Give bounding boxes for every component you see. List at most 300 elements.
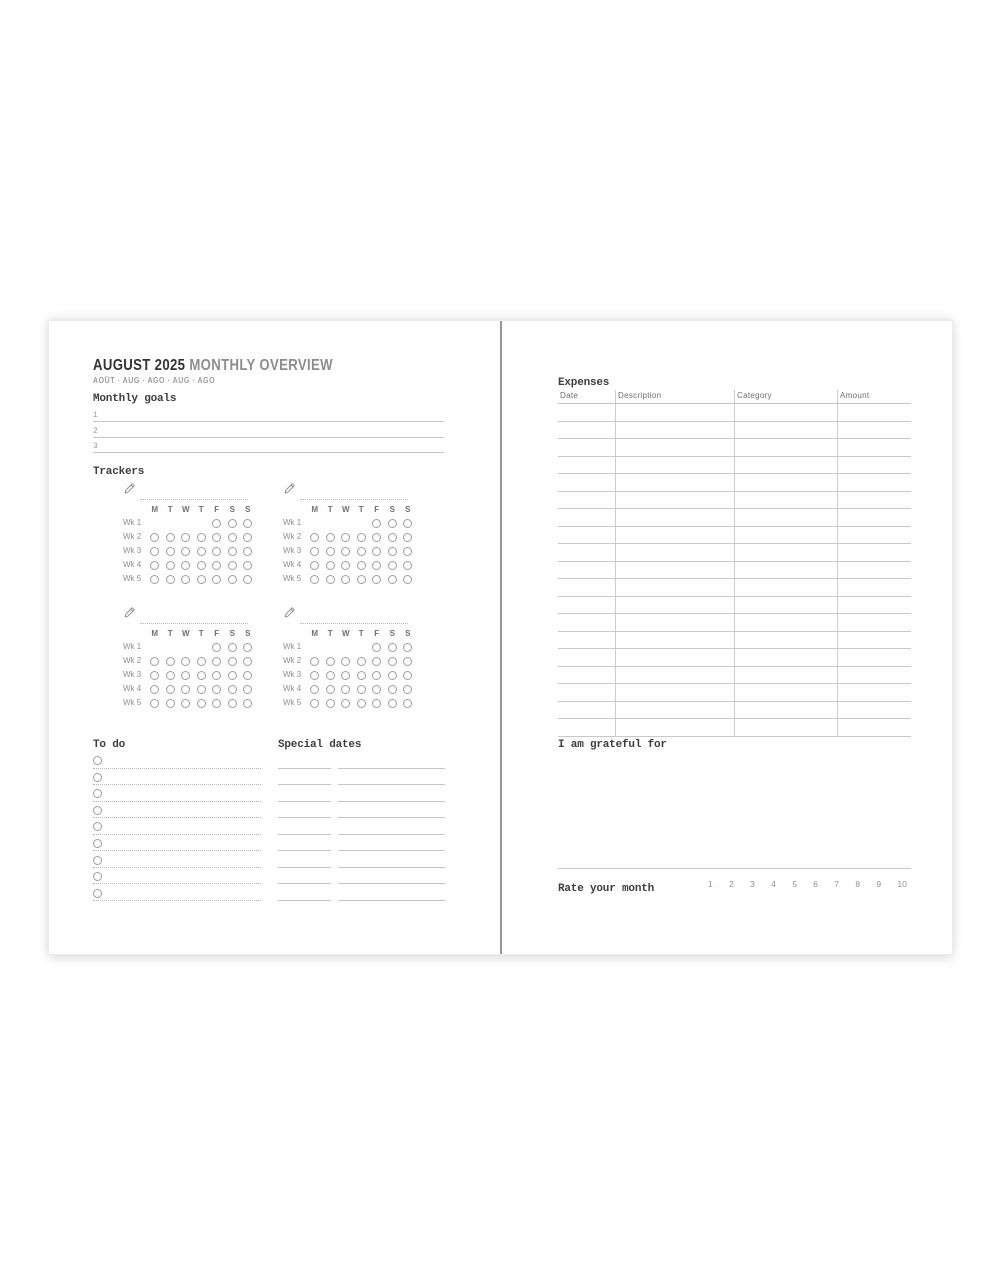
expense-cell xyxy=(734,597,837,614)
expense-cell xyxy=(615,649,734,666)
todo-list xyxy=(93,752,261,901)
day-header: T xyxy=(358,629,364,638)
tracker-cell xyxy=(400,516,416,530)
tracker-day-circle xyxy=(228,561,237,570)
tracker-cell xyxy=(240,558,256,572)
rate-section xyxy=(558,878,911,895)
tracker-day-circle xyxy=(197,575,206,584)
tracker-day-circle xyxy=(403,699,412,708)
rate-option: 2 xyxy=(729,879,734,889)
todo-heading: To do xyxy=(93,739,126,751)
tracker-cell xyxy=(147,572,163,586)
expense-row xyxy=(558,684,911,702)
expense-cell xyxy=(615,474,734,491)
tracker xyxy=(283,484,416,586)
tracker-cell xyxy=(163,682,179,696)
tracker-cell xyxy=(178,544,194,558)
todo-checkbox xyxy=(93,806,102,815)
expense-cell xyxy=(558,544,615,561)
tracker-cell xyxy=(338,696,354,710)
week-label: Wk 5 xyxy=(283,574,302,583)
tracker-day-circle xyxy=(403,519,412,528)
tracker-cell xyxy=(354,544,370,558)
goal-line: 1 xyxy=(93,407,444,422)
expenses-column-header: Amount xyxy=(837,390,911,403)
trackers-heading: Trackers xyxy=(93,466,145,478)
monthly-goals-list xyxy=(93,407,444,453)
tracker-cell xyxy=(163,530,179,544)
tracker-cell xyxy=(178,696,194,710)
tracker-day-circle xyxy=(166,547,175,556)
tracker-cell xyxy=(323,654,339,668)
day-header: F xyxy=(214,505,220,514)
monthly-goals-section xyxy=(93,393,444,453)
tracker-cell xyxy=(163,696,179,710)
week-label: Wk 4 xyxy=(283,560,302,569)
tracker-cell xyxy=(338,640,354,654)
tracker-cell xyxy=(307,572,323,586)
day-header: M xyxy=(311,505,319,514)
special-dates-list xyxy=(278,752,445,901)
trackers-grid xyxy=(123,484,453,710)
tracker-day-circle xyxy=(388,547,397,556)
tracker-cell xyxy=(369,530,385,544)
expense-cell xyxy=(615,667,734,684)
week-label: Wk 5 xyxy=(283,698,302,707)
week-label: Wk 4 xyxy=(283,684,302,693)
expense-cell xyxy=(615,439,734,456)
tracker-day-circle xyxy=(326,533,335,542)
todo-row xyxy=(93,769,261,786)
expense-cell xyxy=(734,719,837,736)
tracker-cell xyxy=(385,572,401,586)
tracker-cell xyxy=(323,682,339,696)
tracker-cell xyxy=(147,682,163,696)
day-header: F xyxy=(214,629,220,638)
tracker-day-circle xyxy=(357,533,366,542)
tracker-day-circle xyxy=(310,547,319,556)
tracker-cell xyxy=(354,696,370,710)
tracker-day-circle xyxy=(212,561,221,570)
expense-cell xyxy=(734,562,837,579)
expense-cell xyxy=(615,562,734,579)
tracker-grid-corner xyxy=(283,503,307,516)
special-date-description-line xyxy=(338,851,445,868)
tracker-day-circle xyxy=(166,657,175,666)
expenses-table xyxy=(558,390,911,737)
tracker-cell xyxy=(147,696,163,710)
expense-cell xyxy=(837,702,911,719)
tracker-day-circle xyxy=(357,685,366,694)
tracker-day-circle xyxy=(243,685,252,694)
tracker-day-circle xyxy=(388,643,397,652)
tracker-day-circle xyxy=(228,657,237,666)
special-date-row xyxy=(278,884,445,901)
tracker-name-line xyxy=(140,485,248,500)
pencil-icon xyxy=(283,482,296,500)
special-date-line xyxy=(278,818,331,835)
day-header: F xyxy=(374,629,380,638)
expense-cell xyxy=(558,702,615,719)
day-header: T xyxy=(198,505,204,514)
tracker-cell xyxy=(369,640,385,654)
week-label: Wk 2 xyxy=(123,532,142,541)
expense-row xyxy=(558,562,911,580)
expense-cell xyxy=(734,614,837,631)
tracker-cell xyxy=(178,558,194,572)
tracker-cell xyxy=(338,572,354,586)
tracker-cell xyxy=(369,682,385,696)
expense-cell xyxy=(615,544,734,561)
expense-cell xyxy=(734,527,837,544)
tracker-day-circle xyxy=(341,561,350,570)
tracker-cell xyxy=(209,544,225,558)
tracker-day-circle xyxy=(243,575,252,584)
expense-cell xyxy=(558,404,615,421)
expense-cell xyxy=(734,509,837,526)
tracker-day-circle xyxy=(243,643,252,652)
tracker xyxy=(283,608,416,710)
tracker-cell xyxy=(338,544,354,558)
expense-row xyxy=(558,527,911,545)
pencil-icon xyxy=(283,606,296,624)
week-label: Wk 2 xyxy=(283,656,302,665)
tracker-cell xyxy=(209,640,225,654)
tracker-cell xyxy=(178,572,194,586)
tracker-day-circle xyxy=(403,643,412,652)
expense-cell xyxy=(837,457,911,474)
todo-row xyxy=(93,868,261,885)
tracker-cell xyxy=(354,530,370,544)
day-header: M xyxy=(151,629,159,638)
expense-cell xyxy=(837,404,911,421)
tracker-day-circle xyxy=(150,547,159,556)
tracker-day-circle xyxy=(388,685,397,694)
tracker-cell xyxy=(307,530,323,544)
rate-scale xyxy=(708,879,907,889)
tracker-cell xyxy=(163,558,179,572)
expense-row xyxy=(558,457,911,475)
tracker-day-circle xyxy=(197,685,206,694)
tracker-cell xyxy=(354,654,370,668)
rate-option: 10 xyxy=(897,879,907,889)
expense-cell xyxy=(558,457,615,474)
tracker-cell xyxy=(307,696,323,710)
tracker-cell xyxy=(400,696,416,710)
expense-cell xyxy=(734,649,837,666)
tracker-day-circle xyxy=(403,671,412,680)
week-label: Wk 2 xyxy=(283,532,302,541)
expense-cell xyxy=(615,509,734,526)
tracker-day-circle xyxy=(372,699,381,708)
tracker-day-circle xyxy=(212,575,221,584)
tracker-day-circle xyxy=(403,575,412,584)
tracker-cell xyxy=(385,544,401,558)
tracker-cell xyxy=(194,544,210,558)
tracker-cell xyxy=(209,682,225,696)
tracker-cell xyxy=(147,558,163,572)
tracker-cell xyxy=(240,654,256,668)
day-header: W xyxy=(181,505,190,514)
tracker-day-circle xyxy=(212,671,221,680)
tracker-cell xyxy=(209,558,225,572)
tracker xyxy=(123,608,256,710)
expense-row xyxy=(558,579,911,597)
tracker-cell xyxy=(209,530,225,544)
goal-line: 3 xyxy=(93,438,444,453)
tracker-day-circle xyxy=(326,699,335,708)
tracker-day-circle xyxy=(228,575,237,584)
tracker-day-circle xyxy=(197,657,206,666)
tracker-day-circle xyxy=(228,519,237,528)
day-header: S xyxy=(405,629,411,638)
expense-row xyxy=(558,492,911,510)
tracker-grid-corner xyxy=(283,627,307,640)
special-date-line xyxy=(278,752,331,769)
tracker-day-circle xyxy=(228,671,237,680)
tracker-day-circle xyxy=(372,671,381,680)
tracker-day-circle xyxy=(326,561,335,570)
week-label: Wk 5 xyxy=(123,698,142,707)
tracker-name-line xyxy=(140,609,248,624)
todo-row xyxy=(93,835,261,852)
day-header: T xyxy=(327,629,333,638)
expense-row xyxy=(558,422,911,440)
day-header: S xyxy=(245,505,251,514)
tracker-day-circle xyxy=(228,547,237,556)
expense-cell xyxy=(837,492,911,509)
tracker-day-circle xyxy=(150,561,159,570)
tracker-cell xyxy=(323,668,339,682)
expense-cell xyxy=(837,439,911,456)
tracker-day-circle xyxy=(310,685,319,694)
tracker-day-circle xyxy=(310,533,319,542)
tracker-day-circle xyxy=(228,533,237,542)
tracker-day-circle xyxy=(243,547,252,556)
tracker-day-circle xyxy=(403,547,412,556)
todo-checkbox xyxy=(93,856,102,865)
tracker-name-row xyxy=(123,484,248,500)
special-date-description-line xyxy=(338,868,445,885)
todo-row xyxy=(93,752,261,769)
tracker-cell xyxy=(147,640,163,654)
tracker-cell xyxy=(240,530,256,544)
expense-cell xyxy=(615,457,734,474)
tracker-cell xyxy=(194,682,210,696)
tracker-name-row xyxy=(283,484,408,500)
expense-cell xyxy=(734,667,837,684)
todo-row xyxy=(93,818,261,835)
todo-checkbox xyxy=(93,822,102,831)
tracker-cell xyxy=(225,682,241,696)
expenses-column-header: Date xyxy=(560,391,579,400)
special-date-line xyxy=(278,785,331,802)
expense-cell xyxy=(837,719,911,736)
tracker-cell xyxy=(194,516,210,530)
special-date-description-line xyxy=(338,769,445,786)
tracker-day-circle xyxy=(341,685,350,694)
tracker-cell xyxy=(240,572,256,586)
tracker-day-circle xyxy=(228,685,237,694)
todo-special-section xyxy=(93,739,445,901)
special-date-description-line xyxy=(338,802,445,819)
tracker-name-line xyxy=(300,609,408,624)
expense-cell xyxy=(558,422,615,439)
expense-row xyxy=(558,439,911,457)
tracker-day-circle xyxy=(197,561,206,570)
tracker-cell xyxy=(369,572,385,586)
tracker-cell xyxy=(178,516,194,530)
tracker-cell xyxy=(400,682,416,696)
expense-row xyxy=(558,632,911,650)
special-date-row xyxy=(278,802,445,819)
tracker-day-circle xyxy=(326,657,335,666)
right-page xyxy=(502,321,952,954)
tracker-cell xyxy=(400,558,416,572)
tracker-cell xyxy=(354,640,370,654)
tracker-day-circle xyxy=(388,519,397,528)
expense-cell xyxy=(837,632,911,649)
tracker-day-circle xyxy=(212,547,221,556)
expense-cell xyxy=(734,422,837,439)
tracker-day-circle xyxy=(150,685,159,694)
week-label: Wk 1 xyxy=(283,642,302,651)
expense-row xyxy=(558,509,911,527)
special-date-line xyxy=(278,851,331,868)
tracker-day-circle xyxy=(372,643,381,652)
todo-checkbox xyxy=(93,773,102,782)
tracker-cell xyxy=(209,668,225,682)
rate-option: 9 xyxy=(876,879,882,889)
tracker xyxy=(123,484,256,586)
expense-cell xyxy=(615,702,734,719)
special-date-line xyxy=(278,884,331,901)
tracker-day-circle xyxy=(388,671,397,680)
todo-checkbox xyxy=(93,872,102,881)
tracker-day-circle xyxy=(403,533,412,542)
day-header: T xyxy=(358,505,364,514)
expense-row xyxy=(558,474,911,492)
special-date-description-line xyxy=(338,884,445,901)
expense-cell xyxy=(734,632,837,649)
tracker-day-circle xyxy=(181,657,190,666)
tracker-grid xyxy=(123,627,256,710)
tracker-day-circle xyxy=(197,533,206,542)
expense-row xyxy=(558,702,911,720)
tracker-cell xyxy=(307,558,323,572)
expense-cell xyxy=(558,614,615,631)
week-label: Wk 4 xyxy=(123,560,142,569)
tracker-day-circle xyxy=(212,643,221,652)
tracker-cell xyxy=(307,668,323,682)
tracker-cell xyxy=(240,668,256,682)
tracker-day-circle xyxy=(357,561,366,570)
pencil-icon xyxy=(123,606,136,624)
tracker-cell xyxy=(323,516,339,530)
day-header: S xyxy=(389,629,395,638)
special-date-row xyxy=(278,769,445,786)
expense-cell xyxy=(734,439,837,456)
tracker-cell xyxy=(385,668,401,682)
day-header: M xyxy=(151,505,159,514)
tracker-cell xyxy=(163,572,179,586)
rate-option: 5 xyxy=(792,879,797,889)
tracker-day-circle xyxy=(372,533,381,542)
tracker-day-circle xyxy=(212,533,221,542)
day-header: S xyxy=(229,505,235,514)
expense-cell xyxy=(837,579,911,596)
tracker-cell xyxy=(194,654,210,668)
tracker-day-circle xyxy=(181,561,190,570)
tracker-cell xyxy=(225,530,241,544)
tracker-cell xyxy=(194,640,210,654)
tracker-cell xyxy=(194,558,210,572)
tracker-day-circle xyxy=(326,575,335,584)
tracker-cell xyxy=(225,640,241,654)
tracker-day-circle xyxy=(357,575,366,584)
expense-cell xyxy=(837,422,911,439)
special-date-description-line xyxy=(338,818,445,835)
tracker-grid xyxy=(123,503,256,586)
special-date-line xyxy=(278,769,331,786)
tracker-cell xyxy=(385,530,401,544)
expense-cell xyxy=(837,527,911,544)
tracker-day-circle xyxy=(357,547,366,556)
special-date-line xyxy=(278,868,331,885)
tracker-cell xyxy=(225,696,241,710)
day-header: T xyxy=(327,505,333,514)
tracker-cell xyxy=(385,558,401,572)
tracker-day-circle xyxy=(166,671,175,680)
week-label: Wk 5 xyxy=(123,574,142,583)
expense-cell xyxy=(558,509,615,526)
tracker-cell xyxy=(369,516,385,530)
special-date-row xyxy=(278,835,445,852)
tracker-cell xyxy=(400,572,416,586)
expense-cell xyxy=(734,404,837,421)
expense-cell xyxy=(837,474,911,491)
tracker-cell xyxy=(307,682,323,696)
monthly-goals-heading: Monthly goals xyxy=(93,393,177,405)
tracker-cell xyxy=(354,682,370,696)
tracker-grid-corner xyxy=(123,503,147,516)
tracker-cell xyxy=(225,654,241,668)
tracker-cell xyxy=(338,530,354,544)
special-date-row xyxy=(278,752,445,769)
week-label: Wk 3 xyxy=(283,546,302,555)
special-date-line xyxy=(278,802,331,819)
left-page xyxy=(49,321,501,954)
tracker-cell xyxy=(307,516,323,530)
expense-cell xyxy=(837,597,911,614)
expense-cell xyxy=(615,527,734,544)
tracker-day-circle xyxy=(388,657,397,666)
tracker-cell xyxy=(209,572,225,586)
expense-cell xyxy=(734,702,837,719)
expense-cell xyxy=(558,527,615,544)
tracker-cell xyxy=(385,640,401,654)
tracker-cell xyxy=(400,654,416,668)
tracker-day-circle xyxy=(166,575,175,584)
tracker-cell xyxy=(240,544,256,558)
special-date-description-line xyxy=(338,752,445,769)
tracker-day-circle xyxy=(372,547,381,556)
expense-cell xyxy=(734,579,837,596)
todo-row xyxy=(93,884,261,901)
day-header: M xyxy=(311,629,319,638)
tracker-day-circle xyxy=(357,699,366,708)
expense-cell xyxy=(615,579,734,596)
